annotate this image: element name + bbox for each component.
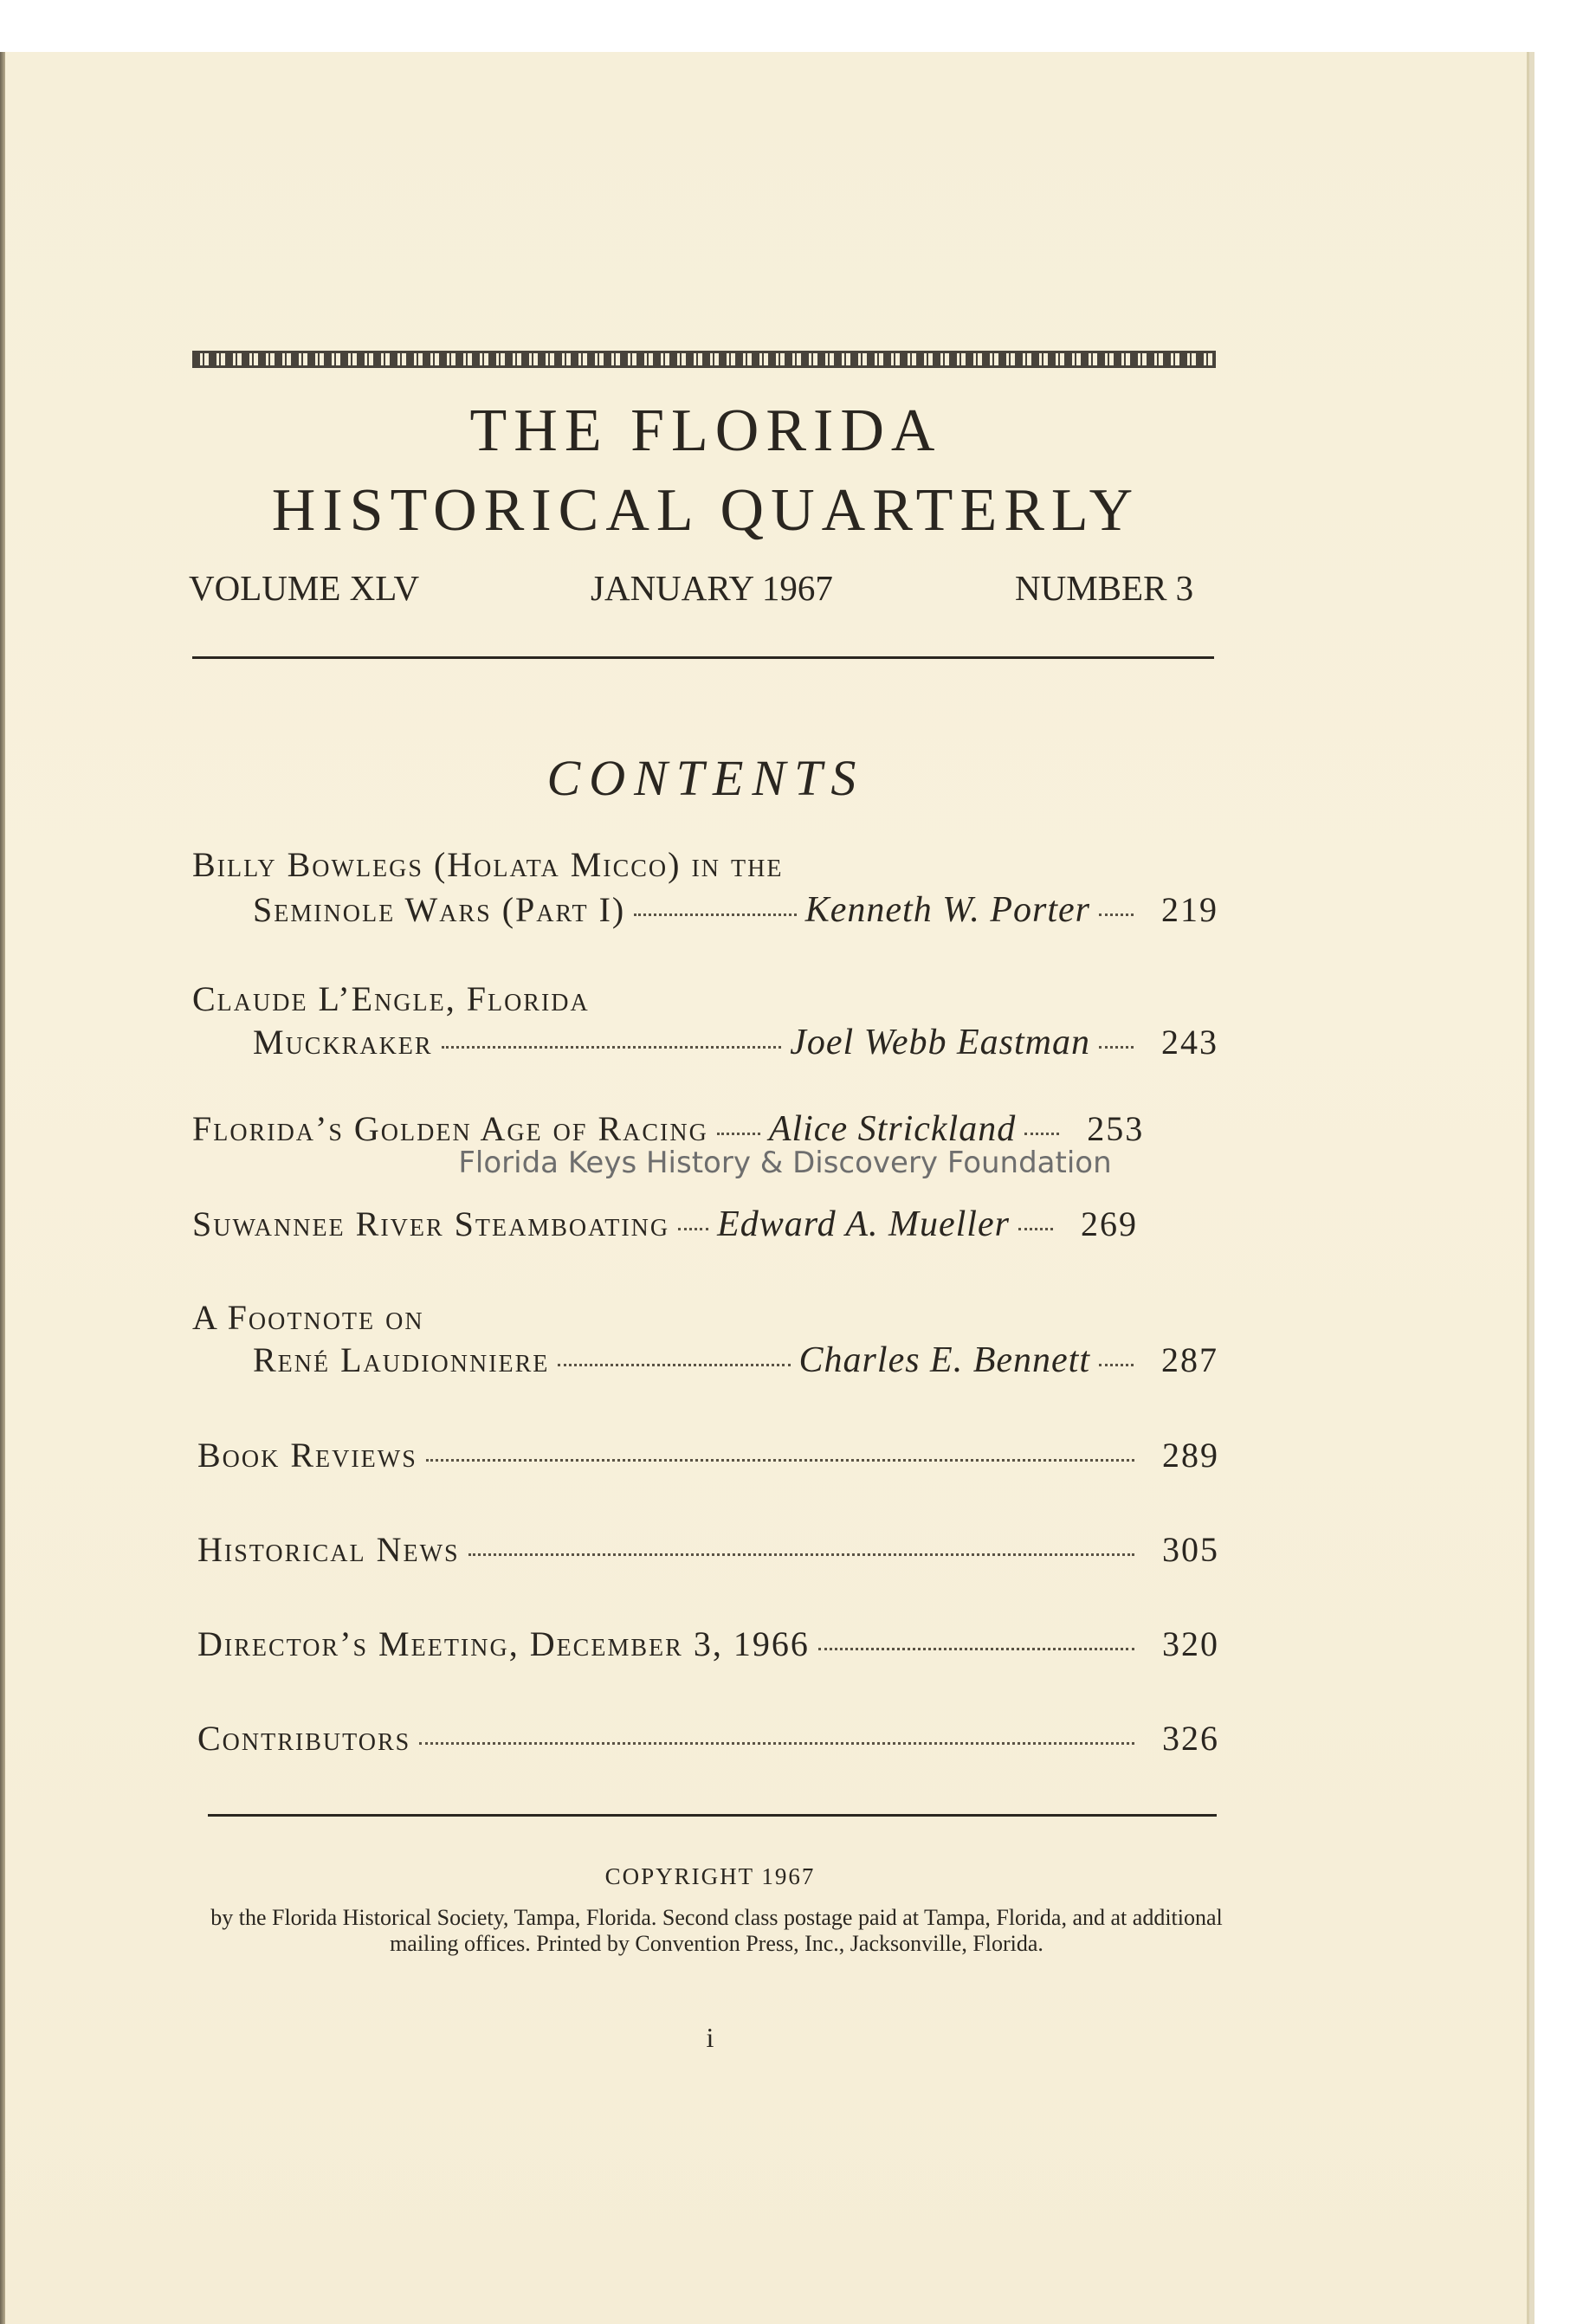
toc-entry — [192, 1202, 1218, 1245]
toc-entry — [192, 1107, 1218, 1150]
dot-leader — [558, 1333, 790, 1366]
dot-leader — [1099, 1015, 1134, 1049]
header-rule — [192, 656, 1214, 659]
toc-entry-title: Director’s Meeting, December 3, 1966 — [197, 1624, 810, 1663]
toc-entry — [253, 1338, 1218, 1381]
toc-entry-author: Joel Webb Eastman — [790, 1023, 1090, 1062]
toc-entry-title: Contributors — [197, 1719, 411, 1758]
toc-entry-page: 269 — [1080, 1204, 1138, 1243]
toc-entry — [197, 1433, 1219, 1475]
journal-page — [5, 52, 1534, 2324]
toc-entry — [197, 1716, 1219, 1759]
issue-number: NUMBER 3 — [1015, 568, 1194, 608]
toc-entry — [253, 1020, 1218, 1063]
toc-entry-title-cont: René Laudionniere — [253, 1340, 550, 1379]
toc-entry-page: 289 — [1162, 1436, 1219, 1475]
toc-entry-page: 219 — [1161, 890, 1218, 929]
dot-leader — [717, 1101, 760, 1135]
page-folio: i — [706, 2022, 714, 2053]
toc-entry-author: Kenneth W. Porter — [804, 890, 1090, 930]
toc-entry — [197, 1527, 1219, 1570]
dot-leader — [818, 1617, 1134, 1650]
issue-date: JANUARY 1967 — [591, 568, 833, 608]
dot-leader — [1099, 882, 1134, 916]
toc-entry-author: Alice Strickland — [768, 1109, 1017, 1149]
copyright-heading: COPYRIGHT 1967 — [604, 1863, 816, 1889]
toc-entry-page: 287 — [1161, 1340, 1218, 1379]
toc-entry-author: Edward A. Mueller — [717, 1204, 1010, 1244]
footer-rule — [208, 1814, 1217, 1817]
dot-leader — [634, 882, 796, 916]
dot-leader — [1018, 1197, 1053, 1230]
dot-leader — [678, 1197, 708, 1230]
toc-entry-page: 326 — [1162, 1719, 1219, 1758]
volume-label: VOLUME XLV — [189, 568, 420, 608]
toc-entry-page: 243 — [1161, 1023, 1218, 1062]
toc-entry-title: Historical News — [197, 1530, 460, 1569]
dot-leader — [426, 1428, 1134, 1462]
dot-leader — [419, 1711, 1134, 1745]
toc-entry-title: Suwannee River Steamboating — [192, 1204, 670, 1243]
dot-leader — [1024, 1101, 1059, 1135]
dot-leader — [442, 1015, 782, 1049]
toc-entry-title-cont: Seminole Wars (Part I) — [253, 890, 626, 929]
toc-entry-title: Claude L’Engle, Florida — [192, 979, 590, 1018]
toc-entry-title-cont: Muckraker — [253, 1023, 433, 1062]
toc-entry-author: Charles E. Bennett — [798, 1340, 1090, 1380]
toc-entry-page: 253 — [1087, 1109, 1145, 1148]
toc-entry-page: 305 — [1162, 1530, 1219, 1569]
dot-leader — [1099, 1333, 1134, 1366]
toc-entry-title: Florida’s Golden Age of Racing — [192, 1109, 708, 1148]
ornament-border — [192, 351, 1216, 368]
copyright-text: by the Florida Historical Society, Tampa, Florida. Second class postage paid at Tampa, Florida, and at additional mailing offices. Printed by Convention Press, Inc., Jacksonville, Florida. — [210, 1905, 1223, 1956]
toc-entry — [197, 1622, 1219, 1664]
toc-entry-page: 320 — [1162, 1624, 1219, 1663]
contents-heading: CONTENTS — [546, 750, 865, 806]
toc-entry — [253, 888, 1218, 931]
dot-leader — [468, 1522, 1134, 1556]
journal-title-line1: THE FLORIDA — [469, 397, 942, 464]
journal-title-line2: HISTORICAL QUARTERLY — [271, 477, 1140, 544]
watermark: Florida Keys History & Discovery Foundation — [458, 1146, 1112, 1180]
toc-entry-title: A Footnote on — [192, 1298, 424, 1337]
toc-entry-title: Book Reviews — [197, 1436, 417, 1475]
toc-entry-title: Billy Bowlegs (Holata Micco) in the — [192, 845, 784, 884]
